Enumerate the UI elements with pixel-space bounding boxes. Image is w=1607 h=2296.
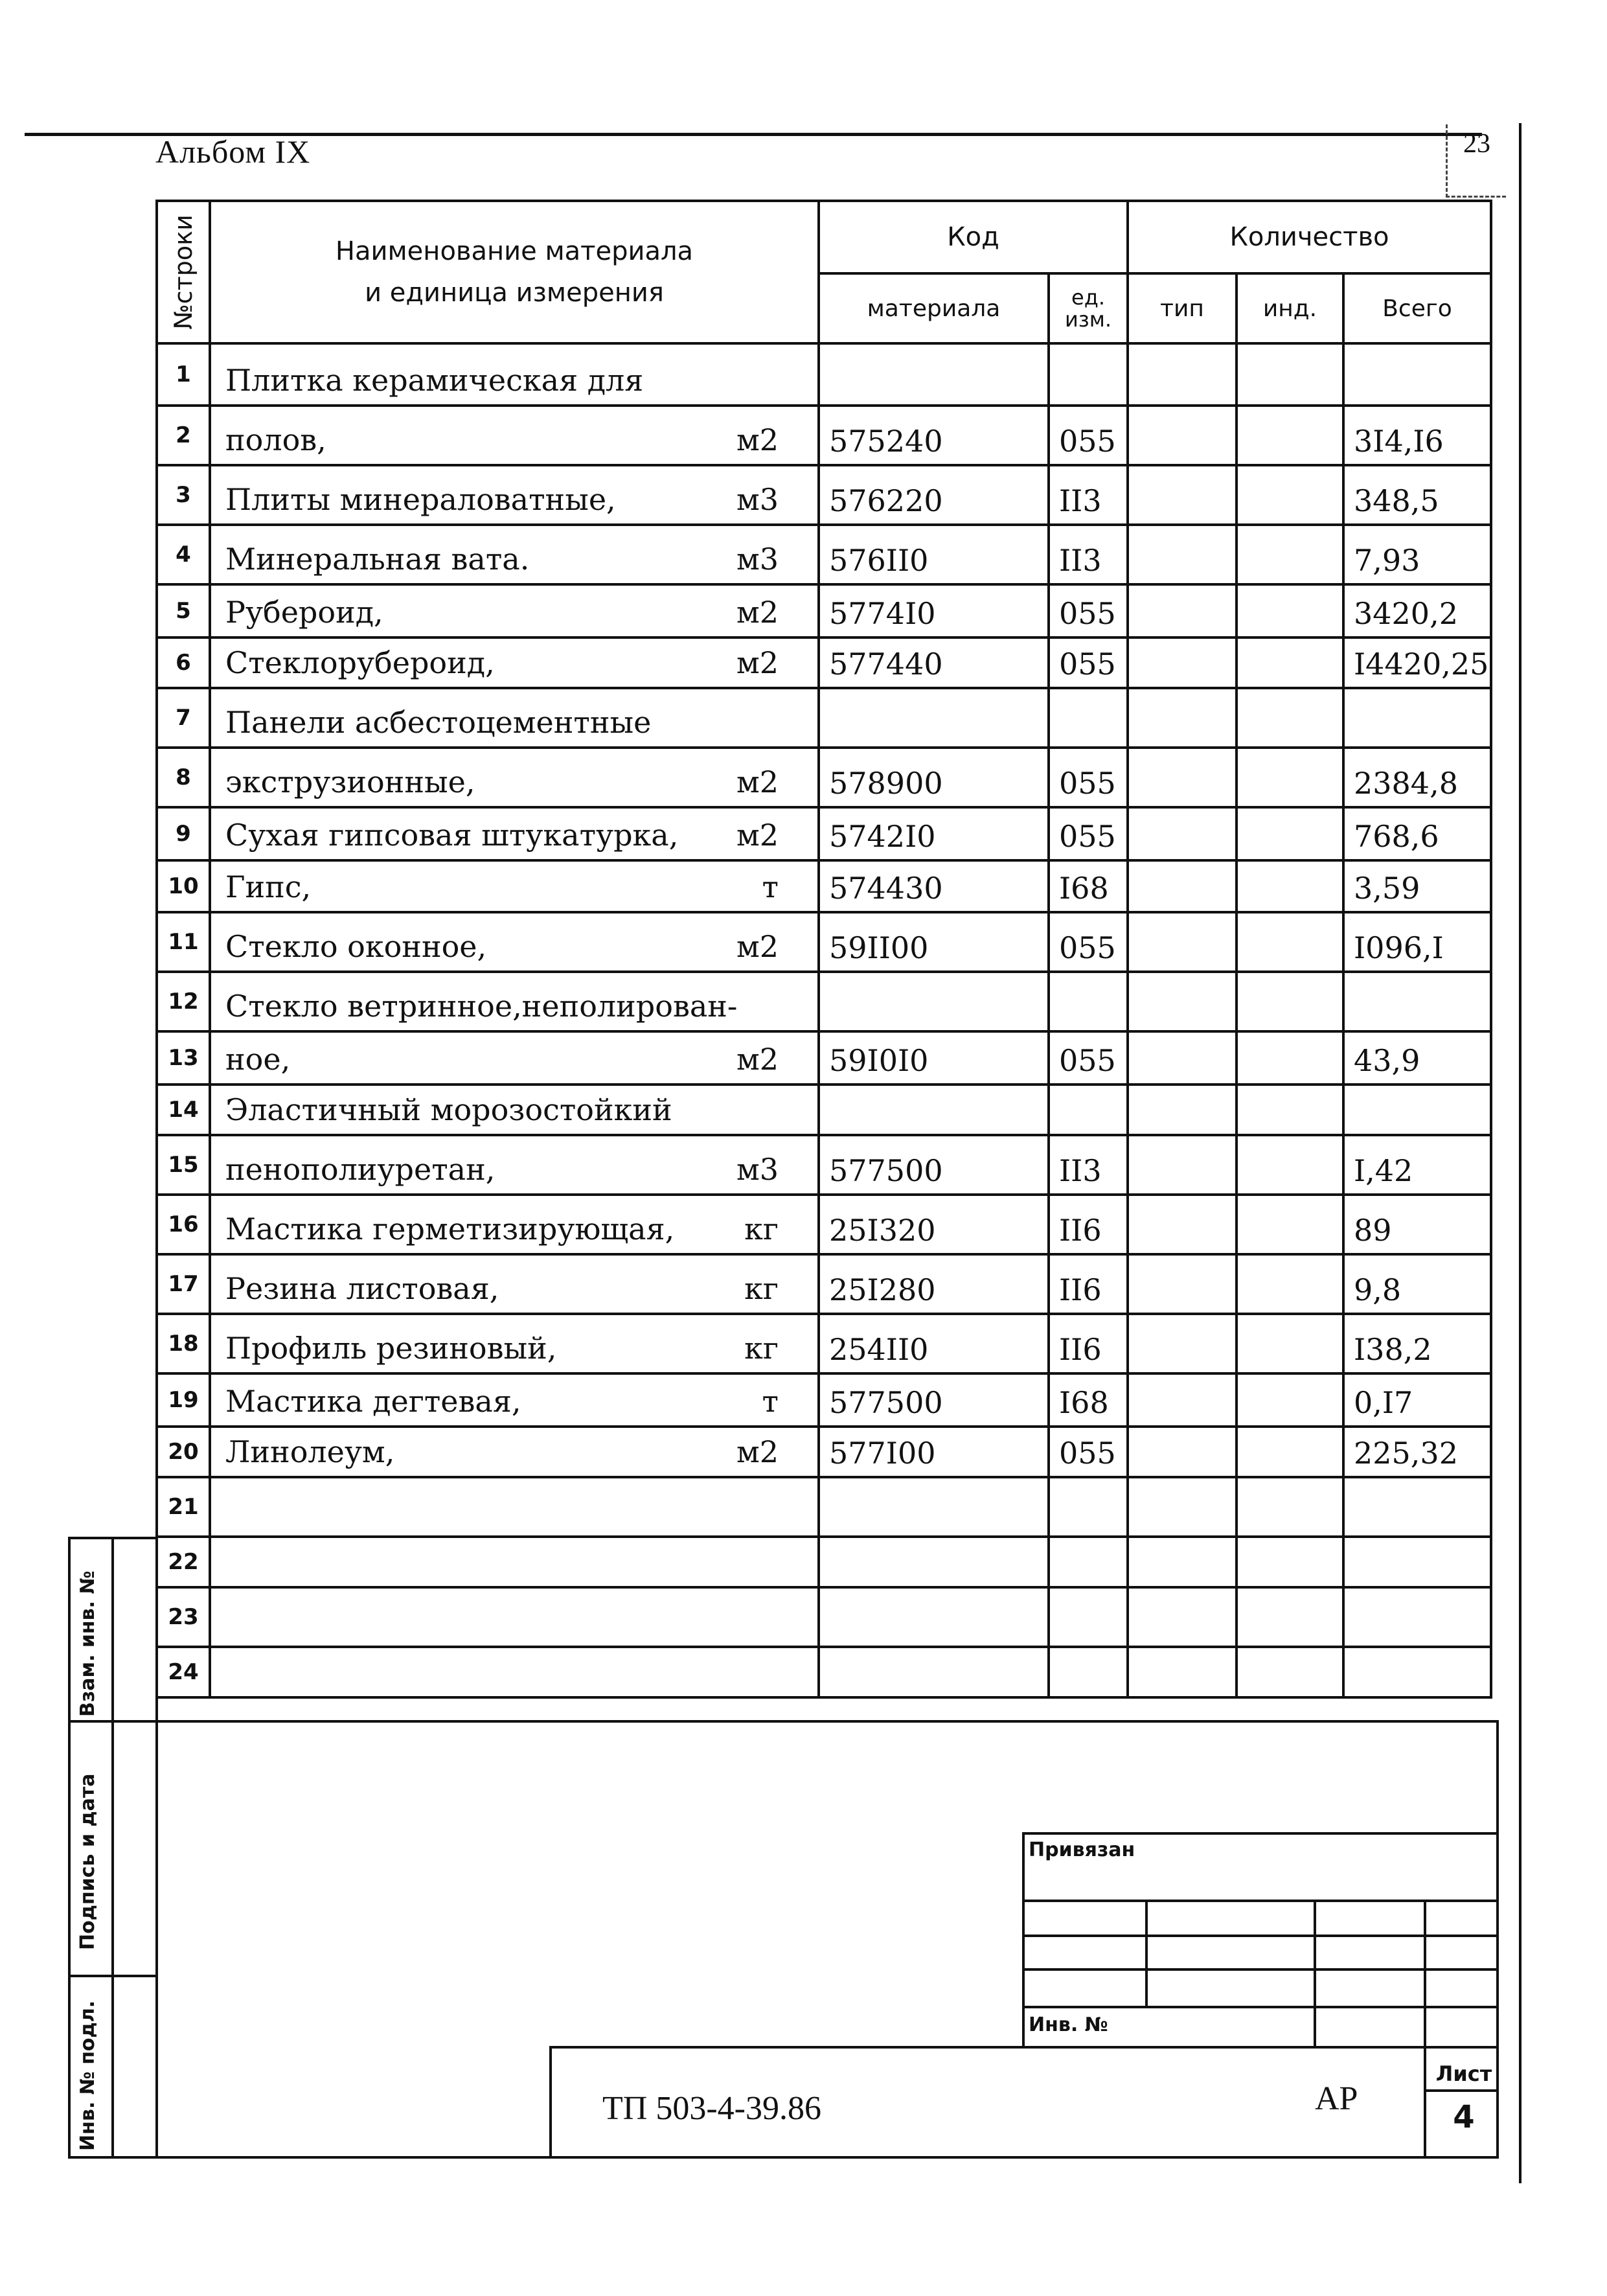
table-row — [157, 688, 1491, 748]
binding-stamp — [1022, 1832, 1499, 2046]
section-code: АР — [1315, 2080, 1358, 2117]
material-code — [819, 1647, 1049, 1697]
quantity-total: I4420,25 — [1343, 637, 1491, 688]
quantity-type — [1128, 1477, 1237, 1537]
row-number: 4 — [157, 525, 210, 584]
column-header-code-group: Код — [819, 201, 1128, 273]
unit-code: II3 — [1049, 525, 1128, 584]
material-name: Сухая гипсовая штукатурка, — [225, 818, 679, 853]
material-name-cell — [210, 1314, 819, 1373]
material-name-cell — [210, 1427, 819, 1477]
quantity-type — [1128, 807, 1237, 860]
material-code: 577I00 — [819, 1427, 1049, 1477]
measure-unit: м2 — [736, 595, 779, 630]
quantity-total: I,42 — [1343, 1135, 1491, 1195]
row-number: 22 — [157, 1537, 210, 1587]
material-name-cell — [210, 1195, 819, 1254]
side-stamp-bottom-line — [68, 2156, 158, 2159]
row-number: 18 — [157, 1314, 210, 1373]
table-row — [157, 343, 1491, 406]
material-name-cell — [210, 912, 819, 972]
table-row — [157, 1195, 1491, 1254]
row-number: 5 — [157, 584, 210, 637]
material-name: ное, — [225, 1042, 291, 1077]
quantity-type — [1128, 688, 1237, 748]
table-row — [157, 1647, 1491, 1697]
quantity-total: 3I4,I6 — [1343, 406, 1491, 465]
quantity-type — [1128, 584, 1237, 637]
quantity-type — [1128, 1254, 1237, 1314]
row-number: 7 — [157, 688, 210, 748]
binding-label: Привязан — [1029, 1839, 1135, 1861]
quantity-type — [1128, 406, 1237, 465]
binding-col-2 — [1314, 1900, 1316, 2046]
side-stamp-divider-2 — [68, 1975, 158, 1977]
unit-code — [1049, 1537, 1128, 1587]
row-number: 15 — [157, 1135, 210, 1195]
measure-unit: м2 — [736, 1042, 779, 1077]
material-name-cell — [210, 343, 819, 406]
quantity-type — [1128, 1537, 1237, 1587]
table-row — [157, 1587, 1491, 1647]
material-name-cell — [210, 972, 819, 1031]
unit-code — [1049, 1477, 1128, 1537]
quantity-individual — [1237, 1031, 1343, 1085]
quantity-total — [1343, 972, 1491, 1031]
quantity-individual — [1237, 1135, 1343, 1195]
material-name-cell — [210, 1647, 819, 1697]
row-number: 14 — [157, 1085, 210, 1135]
table-row — [157, 748, 1491, 807]
quantity-type — [1128, 525, 1237, 584]
quantity-total: 0,I7 — [1343, 1373, 1491, 1427]
sheet-cell-divider — [1424, 2089, 1499, 2092]
quantity-total: 9,8 — [1343, 1254, 1491, 1314]
measure-unit: т — [762, 1384, 779, 1419]
quantity-type — [1128, 1031, 1237, 1085]
material-name: Стекло оконное, — [225, 929, 487, 964]
unit-code: 055 — [1049, 1031, 1128, 1085]
row-number: 6 — [157, 637, 210, 688]
column-header-total: Всего — [1343, 273, 1491, 343]
unit-code: I68 — [1049, 860, 1128, 912]
unit-code — [1049, 972, 1128, 1031]
material-code — [819, 688, 1049, 748]
table-row — [157, 860, 1491, 912]
material-code: 576220 — [819, 465, 1049, 525]
frame-bottom-line — [155, 2156, 1499, 2159]
row-number: 23 — [157, 1587, 210, 1647]
quantity-total: 225,32 — [1343, 1427, 1491, 1477]
measure-unit: м2 — [736, 422, 779, 457]
quantity-individual — [1237, 688, 1343, 748]
column-header-type: тип — [1128, 273, 1237, 343]
row-number: 9 — [157, 807, 210, 860]
measure-unit: кг — [744, 1211, 779, 1246]
column-header-quantity-group: Количество — [1128, 201, 1491, 273]
material-name: Минеральная вата. — [225, 542, 530, 577]
material-name: Резина листовая, — [225, 1271, 499, 1306]
quantity-individual — [1237, 465, 1343, 525]
material-code: 25I280 — [819, 1254, 1049, 1314]
row-number: 11 — [157, 912, 210, 972]
side-stamp-middle-line — [111, 1537, 114, 2159]
material-name: Мастика герметизирующая, — [225, 1211, 675, 1246]
title-block-left-line — [549, 2046, 552, 2159]
table-row — [157, 1085, 1491, 1135]
binding-stamp-left — [1022, 1832, 1025, 2046]
material-name: Гипс, — [225, 869, 312, 904]
original-inventory-label: Инв. № подл. — [76, 2000, 99, 2151]
material-code: 577500 — [819, 1373, 1049, 1427]
material-name-cell — [210, 1587, 819, 1647]
quantity-individual — [1237, 807, 1343, 860]
table-row — [157, 525, 1491, 584]
signature-date-label: Подпись и дата — [76, 1773, 99, 1950]
quantity-individual — [1237, 1427, 1343, 1477]
material-code — [819, 1477, 1049, 1537]
material-name: Плитка керамическая для — [225, 363, 644, 398]
quantity-total: 768,6 — [1343, 807, 1491, 860]
material-name-cell — [210, 406, 819, 465]
quantity-total: 348,5 — [1343, 465, 1491, 525]
material-name-cell — [210, 688, 819, 748]
unit-code: 055 — [1049, 406, 1128, 465]
quantity-individual — [1237, 1085, 1343, 1135]
row-number: 13 — [157, 1031, 210, 1085]
material-code: 59I0I0 — [819, 1031, 1049, 1085]
measure-unit: т — [762, 869, 779, 904]
column-header-material-code: материала — [819, 273, 1049, 343]
sheet-cell-left-line — [1424, 2046, 1426, 2159]
table-row — [157, 1314, 1491, 1373]
row-number: 2 — [157, 406, 210, 465]
material-code: 575240 — [819, 406, 1049, 465]
material-code: 59II00 — [819, 912, 1049, 972]
material-name-cell — [210, 465, 819, 525]
material-code: 574430 — [819, 860, 1049, 912]
quantity-total: 89 — [1343, 1195, 1491, 1254]
measure-unit: кг — [744, 1331, 779, 1366]
unit-code — [1049, 1085, 1128, 1135]
quantity-individual — [1237, 1647, 1343, 1697]
column-header-unit-code: ед. изм. — [1049, 273, 1128, 343]
sheet-label: Лист — [1435, 2061, 1492, 2086]
frame-left-line — [155, 1720, 158, 2159]
quantity-individual — [1237, 343, 1343, 406]
quantity-total: 3420,2 — [1343, 584, 1491, 637]
material-name-cell — [210, 748, 819, 807]
quantity-total: 2384,8 — [1343, 748, 1491, 807]
measure-unit: м2 — [736, 764, 779, 799]
unit-code — [1049, 1647, 1128, 1697]
quantity-total: 3,59 — [1343, 860, 1491, 912]
material-name: Стекло ветринное,неполирован- — [225, 989, 738, 1024]
row-number: 17 — [157, 1254, 210, 1314]
binding-row-2 — [1022, 1934, 1499, 1937]
material-name: Рубероид, — [225, 595, 383, 630]
unit-code: 055 — [1049, 584, 1128, 637]
material-name: Линолеум, — [225, 1434, 395, 1469]
table-body — [157, 343, 1491, 1697]
quantity-type — [1128, 1085, 1237, 1135]
quantity-individual — [1237, 1314, 1343, 1373]
quantity-total — [1343, 1085, 1491, 1135]
material-code: 578900 — [819, 748, 1049, 807]
material-code: 577440 — [819, 637, 1049, 688]
table-bottom-frame-line — [155, 1720, 1499, 1723]
quantity-individual — [1237, 1254, 1343, 1314]
quantity-total — [1343, 343, 1491, 406]
material-name: Стеклорубероид, — [225, 645, 495, 680]
table-row — [157, 1537, 1491, 1587]
quantity-individual — [1237, 1537, 1343, 1587]
material-name-cell — [210, 1477, 819, 1537]
row-number: 20 — [157, 1427, 210, 1477]
table-row — [157, 1477, 1491, 1537]
binding-row-1 — [1022, 1900, 1499, 1902]
material-code: 254II0 — [819, 1314, 1049, 1373]
quantity-individual — [1237, 912, 1343, 972]
quantity-total: I38,2 — [1343, 1314, 1491, 1373]
material-name-cell — [210, 637, 819, 688]
material-code — [819, 1537, 1049, 1587]
material-name-cell — [210, 1373, 819, 1427]
material-name-cell — [210, 1135, 819, 1195]
quantity-type — [1128, 465, 1237, 525]
material-name-cell — [210, 860, 819, 912]
measure-unit: м2 — [736, 1434, 779, 1469]
table-row — [157, 1031, 1491, 1085]
quantity-total: 7,93 — [1343, 525, 1491, 584]
unit-code: II3 — [1049, 1135, 1128, 1195]
unit-code: 055 — [1049, 637, 1128, 688]
unit-code: II6 — [1049, 1254, 1128, 1314]
table-row — [157, 1373, 1491, 1427]
measure-unit: м2 — [736, 645, 779, 680]
unit-code: 055 — [1049, 807, 1128, 860]
binding-stamp-top — [1022, 1832, 1499, 1835]
row-number: 10 — [157, 860, 210, 912]
column-header-individual: инд. — [1237, 273, 1343, 343]
quantity-individual — [1237, 972, 1343, 1031]
quantity-type — [1128, 912, 1237, 972]
row-number: 16 — [157, 1195, 210, 1254]
album-title: Альбом IX — [155, 133, 311, 170]
quantity-type — [1128, 1373, 1237, 1427]
binding-row-4 — [1022, 2006, 1499, 2008]
page-number: 23 — [1446, 124, 1506, 198]
quantity-individual — [1237, 748, 1343, 807]
row-number: 24 — [157, 1647, 210, 1697]
measure-unit: м3 — [736, 1152, 779, 1187]
quantity-individual — [1237, 1195, 1343, 1254]
quantity-type — [1128, 1195, 1237, 1254]
unit-code: II6 — [1049, 1314, 1128, 1373]
material-name-cell — [210, 1085, 819, 1135]
measure-unit: м3 — [736, 482, 779, 517]
title-block-top-line — [549, 2046, 1499, 2049]
unit-code: 055 — [1049, 912, 1128, 972]
material-name: Мастика дегтевая, — [225, 1384, 521, 1419]
material-code: 577500 — [819, 1135, 1049, 1195]
side-stamp-left-line — [68, 1537, 71, 2159]
quantity-type — [1128, 1135, 1237, 1195]
quantity-type — [1128, 637, 1237, 688]
quantity-type — [1128, 343, 1237, 406]
table-row — [157, 1135, 1491, 1195]
binding-col-1 — [1145, 1900, 1148, 2006]
row-number: 12 — [157, 972, 210, 1031]
quantity-total — [1343, 1647, 1491, 1697]
material-code: 25I320 — [819, 1195, 1049, 1254]
column-header-row-number: №строки — [157, 201, 210, 343]
quantity-total: 43,9 — [1343, 1031, 1491, 1085]
materials-table — [155, 200, 1492, 1699]
quantity-individual — [1237, 525, 1343, 584]
material-code — [819, 1587, 1049, 1647]
table-row — [157, 637, 1491, 688]
unit-code: II6 — [1049, 1195, 1128, 1254]
column-header-name: Наименование материала и единица измерения — [210, 201, 819, 343]
quantity-type — [1128, 1587, 1237, 1647]
measure-unit: м3 — [736, 542, 779, 577]
quantity-individual — [1237, 584, 1343, 637]
material-name: Панели асбестоцементные — [225, 705, 652, 740]
quantity-type — [1128, 1427, 1237, 1477]
material-name-cell — [210, 525, 819, 584]
quantity-total — [1343, 1477, 1491, 1537]
table-header-row-top — [157, 201, 1491, 273]
material-name-cell — [210, 807, 819, 860]
material-name-cell — [210, 584, 819, 637]
right-frame-line — [1519, 123, 1522, 2183]
quantity-type — [1128, 1314, 1237, 1373]
quantity-total: I096,I — [1343, 912, 1491, 972]
table-row — [157, 584, 1491, 637]
material-name-cell — [210, 1031, 819, 1085]
unit-code: I68 — [1049, 1373, 1128, 1427]
material-code: 5774I0 — [819, 584, 1049, 637]
unit-code — [1049, 688, 1128, 748]
quantity-total — [1343, 1537, 1491, 1587]
table-row — [157, 1254, 1491, 1314]
material-name: Плиты минераловатные, — [225, 482, 616, 517]
unit-code: II3 — [1049, 465, 1128, 525]
binding-row-3 — [1022, 1968, 1499, 1971]
material-code — [819, 972, 1049, 1031]
table-row — [157, 406, 1491, 465]
unit-code: 055 — [1049, 748, 1128, 807]
quantity-individual — [1237, 1477, 1343, 1537]
material-name-cell — [210, 1254, 819, 1314]
quantity-type — [1128, 972, 1237, 1031]
row-number: 1 — [157, 343, 210, 406]
measure-unit: м2 — [736, 929, 779, 964]
quantity-total — [1343, 688, 1491, 748]
material-code: 576II0 — [819, 525, 1049, 584]
quantity-type — [1128, 1647, 1237, 1697]
sheet-number: 4 — [1453, 2099, 1475, 2135]
measure-unit: м2 — [736, 818, 779, 853]
material-code: 5742I0 — [819, 807, 1049, 860]
quantity-individual — [1237, 406, 1343, 465]
table-row — [157, 807, 1491, 860]
material-name-cell — [210, 1537, 819, 1587]
table-row — [157, 972, 1491, 1031]
material-code — [819, 343, 1049, 406]
row-number: 3 — [157, 465, 210, 525]
side-stamp-divider-1 — [68, 1720, 158, 1723]
replaced-inventory-label: Взам. инв. № — [76, 1570, 99, 1717]
binding-col-3 — [1424, 1900, 1426, 2046]
document-code: ТП 503-4-39.86 — [602, 2090, 821, 2127]
quantity-individual — [1237, 1373, 1343, 1427]
material-name: Эластичный морозостойкий — [225, 1092, 672, 1127]
quantity-total — [1343, 1587, 1491, 1647]
table-row — [157, 912, 1491, 972]
quantity-individual — [1237, 637, 1343, 688]
table-row — [157, 1427, 1491, 1477]
row-number: 19 — [157, 1373, 210, 1427]
quantity-individual — [1237, 860, 1343, 912]
quantity-type — [1128, 748, 1237, 807]
row-number: 21 — [157, 1477, 210, 1537]
inventory-number-label: Инв. № — [1029, 2014, 1108, 2036]
material-name: пенополиуретан, — [225, 1152, 496, 1187]
row-number: 8 — [157, 748, 210, 807]
measure-unit: кг — [744, 1271, 779, 1306]
quantity-individual — [1237, 1587, 1343, 1647]
unit-code — [1049, 343, 1128, 406]
unit-code — [1049, 1587, 1128, 1647]
unit-code: 055 — [1049, 1427, 1128, 1477]
material-name: Профиль резиновый, — [225, 1331, 557, 1366]
material-name: полов, — [225, 422, 326, 457]
table-row — [157, 465, 1491, 525]
quantity-type — [1128, 860, 1237, 912]
side-stamp-top-line — [68, 1537, 158, 1539]
material-name: экструзионные, — [225, 764, 475, 799]
material-code — [819, 1085, 1049, 1135]
